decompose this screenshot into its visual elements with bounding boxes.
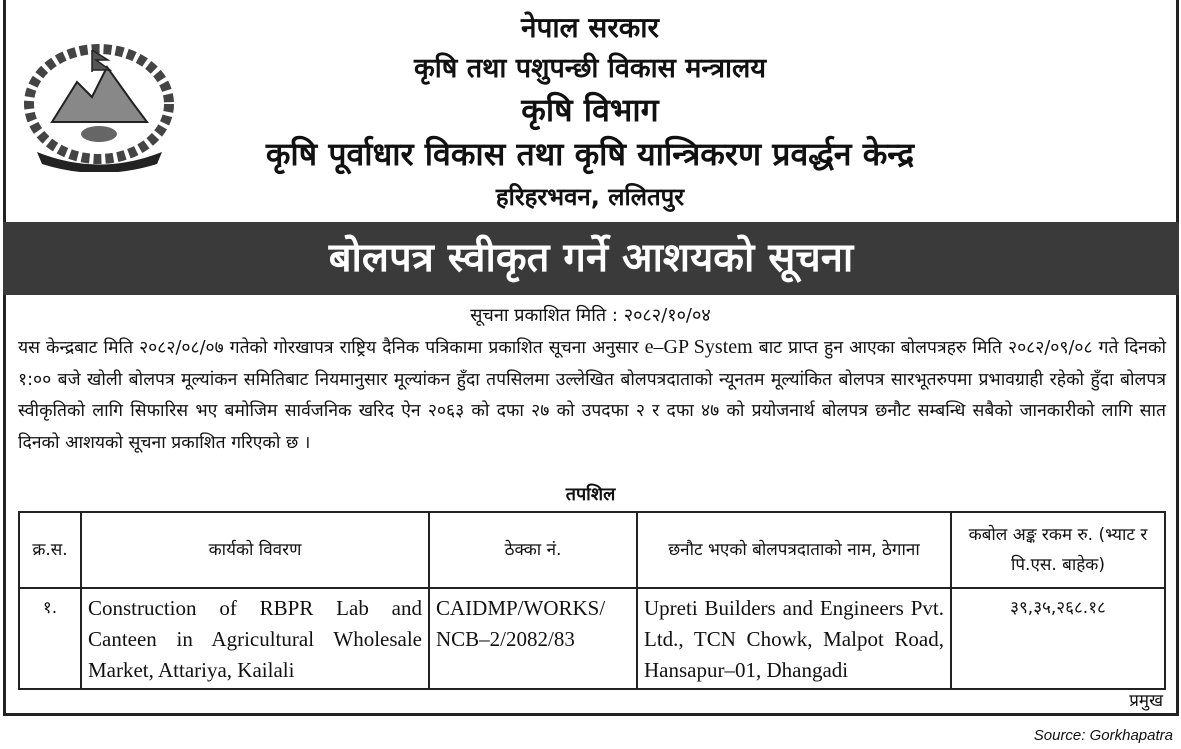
notice-title-banner: बोलपत्र स्वीकृत गर्ने आशयको सूचना — [3, 222, 1179, 295]
header-government: नेपाल सरकार — [520, 11, 660, 44]
notice-body — [18, 332, 1166, 459]
details-table — [18, 511, 1166, 690]
cell-work-description: Construction of RBPR Lab and Canteen in Agricultural Wholesale Market, Attariya, Kailali — [81, 588, 429, 689]
header-centre: कृषि पूर्वाधार विकास तथा कृषि यान्त्रिकरण प्रवर्द्धन केन्द्र — [265, 135, 915, 173]
header-contract-no: ठेक्का नं. — [429, 512, 637, 588]
body-part2: बाट प्राप्त हुन आएका बोलपत्रहरु मिति २०८२/०९/०८ गते दिनको १:०० बजे खोली बोलपत्र मूल्यांकन समितिबाट नियमानुसार मूल्यांकन हुँदा तपसिलमा उल्लेखित बोलपत्रदाताको न्यूनतम मूल्यांकित बोलपत्र सारभूतरुपमा प्रभावग्राही रहेको हुँदा बोलपत्र स्वीकृतिको लागि सिफारिस भए बमोजिम सार्वजनिक खरिद ऐन २०६३ को दफा २७ को उपदफा २ र दफा ४७ को प्रयोजनार्थ बोलपत्र छनौट सम्बन्धि सबैको जानकारीको लागि सात दिनको आशयको सूचना प्रकाशित गरिएको छ । — [18, 338, 1166, 453]
nepal-government-emblem — [22, 42, 177, 172]
header-ministry: कृषि तथा पशुपन्छी विकास मन्त्रालय — [413, 53, 766, 84]
body-part1: यस केन्द्रबाट मिति २०८२/०८/०७ गतेको गोरखापत्र राष्ट्रिय दैनिक पत्रिकामा प्रकाशित सूचना अनुसार — [18, 338, 639, 358]
signature-chief: प्रमुख — [1129, 691, 1163, 711]
header-department: कृषि विभाग — [521, 91, 659, 129]
header-address: हरिहरभवन, ललितपुर — [495, 183, 685, 211]
header-bid-amount: कबोल अङ्क रकम रु. (भ्याट र पि.एस. बाहेक) — [951, 512, 1165, 588]
header-work-description: कार्यको विवरण — [81, 512, 429, 588]
cell-contract-no: CAIDMP/WORKS/ NCB–2/2082/83 — [429, 588, 637, 689]
published-date: सूचना प्रकाशित मिति : २०८२/१०/०४ — [470, 305, 711, 326]
header-serial: क्र.स. — [19, 512, 81, 588]
source-credit: Source: Gorkhapatra — [1033, 727, 1173, 744]
cell-bidder: Upreti Builders and Engineers Pvt. Ltd., TCN Chowk, Malpot Road, Hansapur–01, Dhangadi — [637, 588, 951, 689]
cell-bid-amount: ३९,३५,२६८.१८ — [951, 588, 1165, 689]
table-title: तपशिल — [565, 484, 616, 505]
table-header-row — [19, 512, 1165, 588]
table-row — [19, 588, 1165, 689]
header-bidder: छनौट भएको बोलपत्रदाताको नाम, ठेगाना — [637, 512, 951, 588]
egp-system: e–GP System — [644, 336, 753, 358]
cell-serial: १. — [19, 588, 81, 689]
